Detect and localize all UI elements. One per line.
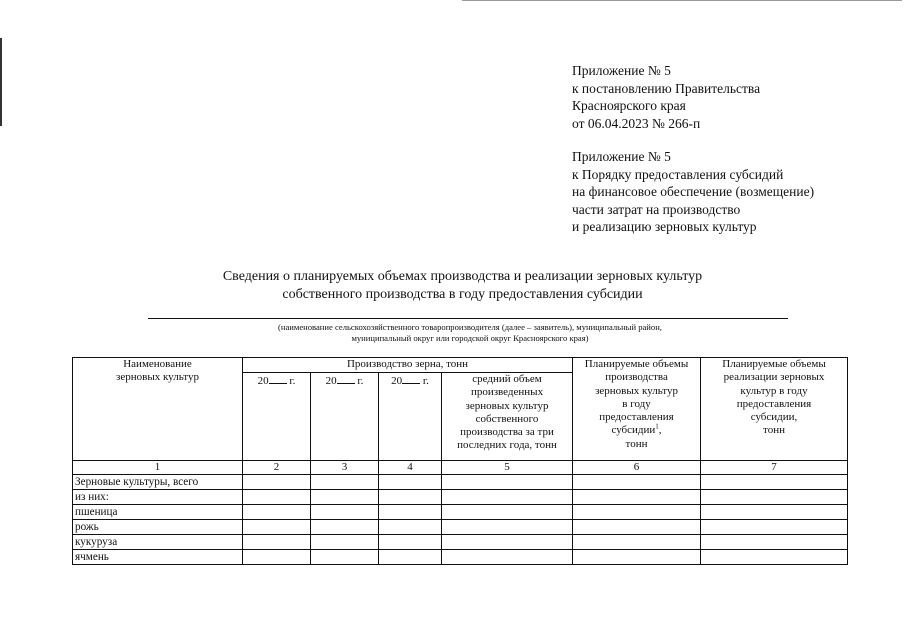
header-text: произведенных xyxy=(470,386,544,399)
year-prefix: 20 xyxy=(391,375,403,387)
appendix-subsidy-procedure xyxy=(572,148,814,236)
data-cell[interactable] xyxy=(243,535,311,550)
data-cell[interactable] xyxy=(311,535,379,550)
column-number: 6 xyxy=(573,461,701,475)
header-grain-production: Производство зерна, тонн xyxy=(243,358,573,373)
footnote-marker: 1 xyxy=(655,422,659,431)
data-cell[interactable] xyxy=(573,535,701,550)
appendix-1-line: Приложение № 5 xyxy=(572,63,671,78)
header-text: собственного xyxy=(475,412,539,425)
data-cell[interactable] xyxy=(442,550,573,565)
data-cell[interactable] xyxy=(442,475,573,490)
data-cell[interactable] xyxy=(442,520,573,535)
year-prefix: 20 xyxy=(257,375,269,387)
table-row xyxy=(73,520,848,535)
header-text: производства за три xyxy=(460,426,554,439)
header-text: реализации зерновых xyxy=(723,371,825,384)
data-cell[interactable] xyxy=(379,490,442,505)
data-cell[interactable] xyxy=(379,535,442,550)
scan-edge-left xyxy=(0,38,2,126)
header-crop-name xyxy=(73,358,243,461)
column-number: 7 xyxy=(701,461,848,475)
title-line-1: Сведения о планируемых объемах производства и реализации зерновых культур xyxy=(222,269,703,284)
header-text: культур в году xyxy=(740,384,808,397)
column-number: 5 xyxy=(442,461,573,475)
data-cell[interactable] xyxy=(311,490,379,505)
header-text: зерновых культур xyxy=(595,384,678,397)
document-title xyxy=(80,268,845,304)
data-cell[interactable] xyxy=(701,505,848,520)
header-text: тонн xyxy=(763,424,785,437)
data-cell[interactable] xyxy=(442,490,573,505)
header-text: тонн xyxy=(625,437,648,450)
appendix-1-line: к постановлению Правительства xyxy=(572,80,761,96)
row-label: пшеница xyxy=(73,505,243,520)
header-planned-sales xyxy=(701,358,848,461)
table-row xyxy=(73,535,848,550)
appendix-2-line: части затрат на производство xyxy=(572,201,741,217)
table-row xyxy=(73,550,848,565)
data-cell[interactable] xyxy=(442,505,573,520)
header-three-year-average xyxy=(442,373,573,461)
column-number: 4 xyxy=(379,461,442,475)
table-row xyxy=(73,475,848,490)
header-text: средний объем xyxy=(472,373,542,385)
data-cell[interactable] xyxy=(573,475,701,490)
appendix-2-line: Приложение № 5 xyxy=(572,149,671,164)
data-cell[interactable] xyxy=(701,520,848,535)
data-cell[interactable] xyxy=(701,490,848,505)
data-cell[interactable] xyxy=(243,520,311,535)
header-text: субсидии, xyxy=(750,411,798,424)
row-label: ячмень xyxy=(73,550,243,565)
caption-line-1: (наименование сельскохозяйственного товаропроизводителя (далее – заявитель), муниципальный район, xyxy=(278,322,662,332)
data-cell[interactable] xyxy=(311,520,379,535)
data-cell[interactable] xyxy=(311,505,379,520)
header-text: последних года, тонн xyxy=(457,439,557,452)
header-text: зерновых культур xyxy=(116,371,199,384)
title-line-2: собственного производства в году предоставления субсидии xyxy=(282,287,643,302)
data-cell[interactable] xyxy=(379,505,442,520)
appendix-2-line: на финансовое обеспечение (возмещение) xyxy=(572,184,815,200)
appendix-2-line: и реализацию зерновых культур xyxy=(572,219,757,235)
row-label: кукуруза xyxy=(73,535,243,550)
data-cell[interactable] xyxy=(379,475,442,490)
row-label: Зерновые культуры, всего xyxy=(73,475,243,490)
year-suffix: г. xyxy=(422,375,429,387)
header-year-3 xyxy=(379,373,442,461)
header-year-1 xyxy=(243,373,311,461)
data-cell[interactable] xyxy=(442,535,573,550)
header-text: в году xyxy=(622,397,651,410)
year-blank xyxy=(402,373,420,384)
applicant-name-line xyxy=(148,318,788,319)
data-cell[interactable] xyxy=(701,550,848,565)
header-text: предоставления xyxy=(599,411,674,424)
year-suffix: г. xyxy=(357,375,364,387)
row-label: из них: xyxy=(73,490,243,505)
data-cell[interactable] xyxy=(311,475,379,490)
data-cell[interactable] xyxy=(243,475,311,490)
header-text: предоставления xyxy=(736,397,812,410)
header-text xyxy=(575,424,698,437)
appendix-1-line: Красноярского края xyxy=(572,98,686,114)
data-cell[interactable] xyxy=(573,550,701,565)
grain-volumes-table xyxy=(72,357,848,565)
table-row xyxy=(73,505,848,520)
data-cell[interactable] xyxy=(701,475,848,490)
header-comma: , xyxy=(658,424,662,437)
appendix-2-line: к Порядку предоставления субсидий xyxy=(572,166,784,182)
header-text: Наименование xyxy=(123,358,192,370)
data-cell[interactable] xyxy=(311,550,379,565)
appendix-1-line: от 06.04.2023 № 266-п xyxy=(572,115,701,131)
scan-edge-top xyxy=(462,0,902,1)
header-year-2 xyxy=(311,373,379,461)
data-cell[interactable] xyxy=(379,520,442,535)
table-row xyxy=(73,490,848,505)
data-cell[interactable] xyxy=(573,520,701,535)
applicant-name-caption xyxy=(120,322,820,345)
header-text: Планируемые объемы xyxy=(722,358,826,370)
data-cell[interactable] xyxy=(701,535,848,550)
data-cell[interactable] xyxy=(243,490,311,505)
data-cell[interactable] xyxy=(379,550,442,565)
header-text: производства xyxy=(605,371,668,384)
year-prefix: 20 xyxy=(325,375,337,387)
year-suffix: г. xyxy=(289,375,296,387)
data-cell[interactable] xyxy=(573,490,701,505)
header-text: субсидии xyxy=(611,424,656,437)
data-cell[interactable] xyxy=(243,550,311,565)
column-number: 2 xyxy=(243,461,311,475)
row-label: рожь xyxy=(73,520,243,535)
appendix-government-resolution xyxy=(572,62,760,132)
column-number: 3 xyxy=(311,461,379,475)
header-text: зерновых культур xyxy=(465,399,549,412)
year-blank xyxy=(269,373,287,384)
header-text: Планируемые объемы xyxy=(584,358,689,370)
column-number: 1 xyxy=(73,461,243,475)
data-cell[interactable] xyxy=(243,505,311,520)
header-planned-production xyxy=(573,358,701,461)
data-cell[interactable] xyxy=(573,505,701,520)
year-blank xyxy=(337,373,355,384)
caption-line-2: муниципальный округ или городской округ Красноярского края) xyxy=(351,333,589,344)
